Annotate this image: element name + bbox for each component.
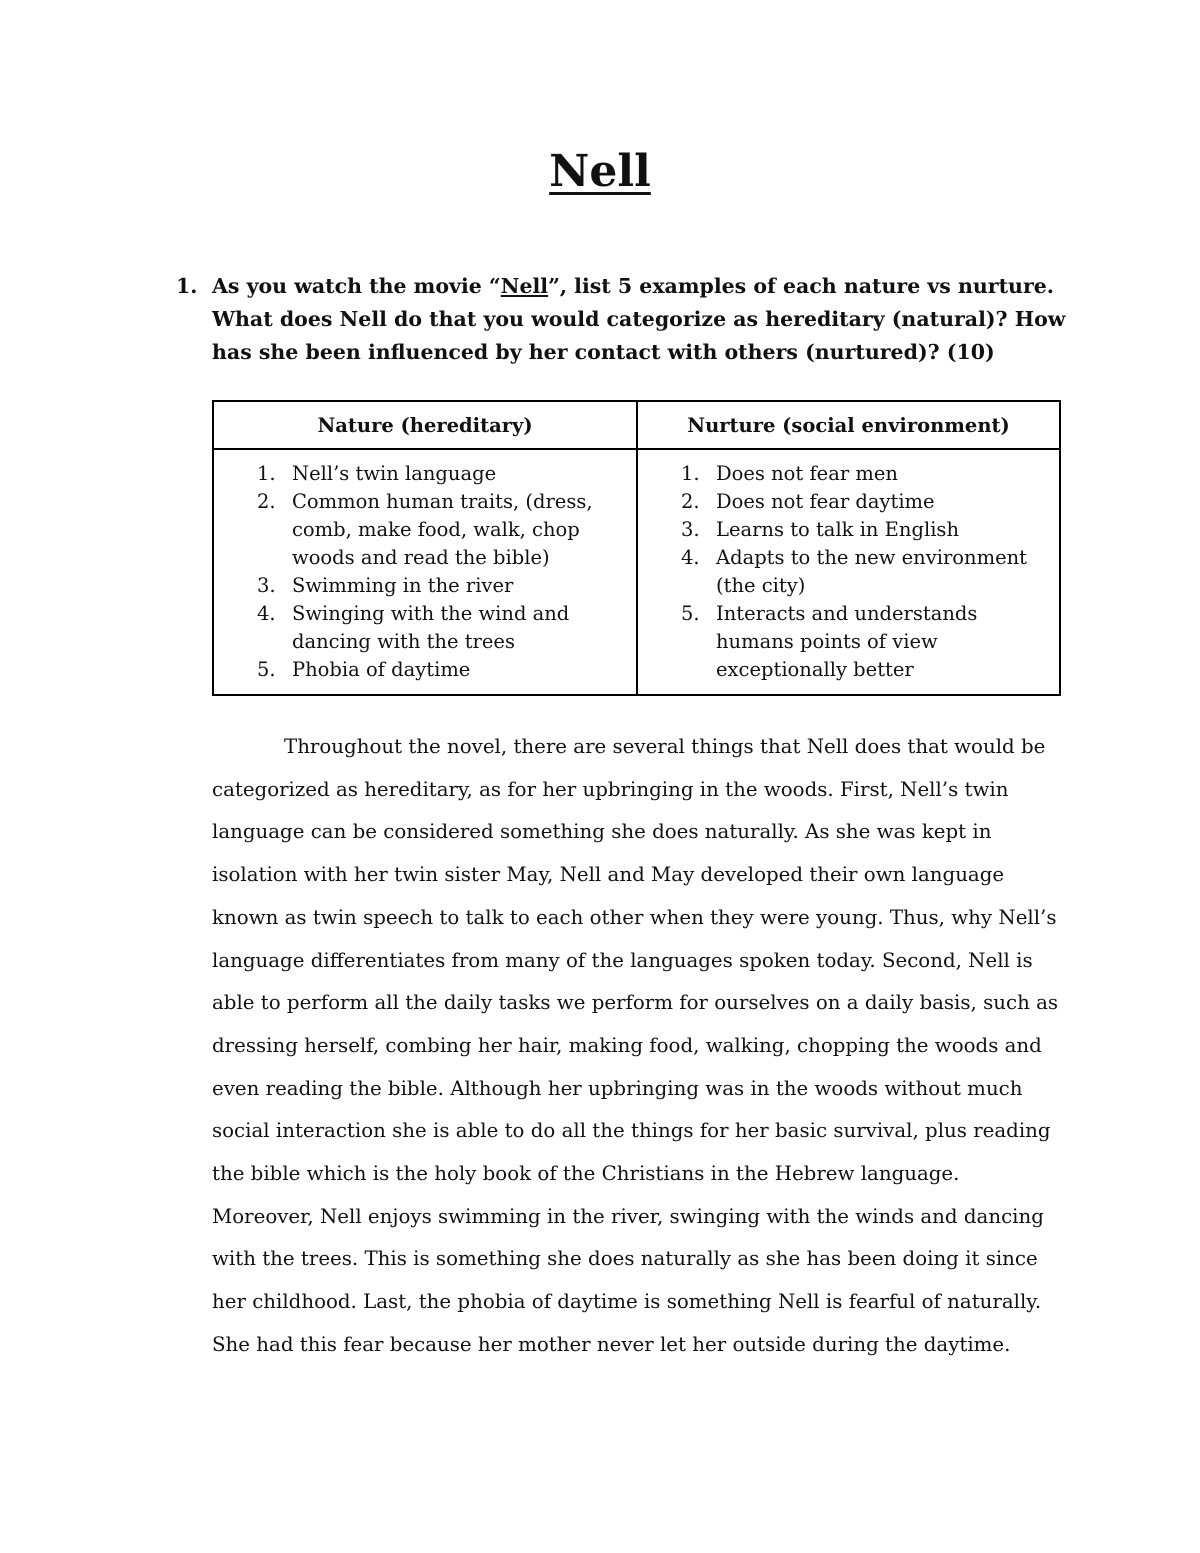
nature-nurture-table — [212, 400, 1061, 696]
list-item-text: Nell’s twin language — [292, 462, 497, 485]
list-item — [214, 488, 626, 572]
list-item-text: Common human traits, (dress, comb, make food, walk, chop woods and read the bible) — [292, 490, 593, 569]
page-title: Nell — [549, 146, 651, 197]
question-1 — [176, 270, 1076, 369]
list-item-text: Swinging with the wind and dancing with the trees — [292, 602, 570, 653]
list-item-number: 5. — [681, 602, 700, 625]
list-item-text: Interacts and understands humans points of view exceptionally better — [716, 602, 978, 681]
list-item — [638, 460, 1049, 488]
list-item-number: 2. — [681, 490, 700, 513]
nature-list — [214, 460, 626, 684]
list-item — [638, 516, 1049, 544]
list-item-number: 5. — [257, 658, 276, 681]
list-item — [214, 572, 626, 600]
list-item-text: Does not fear men — [716, 462, 898, 485]
nature-cell — [213, 449, 637, 695]
list-item — [214, 656, 626, 684]
list-item — [638, 544, 1049, 600]
list-item — [214, 460, 626, 488]
list-item-number: 1. — [257, 462, 276, 485]
list-item-text: Swimming in the river — [292, 574, 514, 597]
list-item-number: 1. — [681, 462, 700, 485]
list-item-text: Adapts to the new environment (the city) — [716, 546, 1028, 597]
nurture-header: Nurture (social environment) — [637, 401, 1060, 449]
question-text-before: As you watch the movie “ — [212, 274, 501, 298]
list-item-text: Does not fear daytime — [716, 490, 935, 513]
list-item-number: 2. — [257, 490, 276, 513]
nature-header: Nature (hereditary) — [213, 401, 637, 449]
list-item — [638, 600, 1049, 684]
list-item — [214, 600, 626, 656]
question-text — [212, 270, 1076, 369]
list-item-text: Phobia of daytime — [292, 658, 471, 681]
movie-title: Nell — [500, 274, 549, 298]
list-item-number: 3. — [257, 574, 276, 597]
question-text-after: ”, list 5 examples of each nature vs nurture. What does Nell do that you would categorize as hereditary (natural)? How has she been influenced by her contact with others (nurtured)? (10) — [212, 274, 1066, 364]
essay-paragraph: Throughout the novel, there are several things that Nell does that would be categorized as hereditary, as for her upbringing in the woods. First, Nell’s twin language can be considered something she does naturally. As she was kept in isolation with her twin sister May, Nell and May developed their own language known as twin speech to talk to each other when they were young. Thus, why Nell’s language differentiates from many of the languages spoken today. Second, Nell is able to perform all the daily tasks we perform for ourselves on a daily basis, such as dressing herself, combing her hair, making food, walking, chopping the woods and even reading the bible. Although her upbringing was in the woods without much social interaction she is able to do all the things for her basic survival, plus reading the bible which is the holy book of the Christians in the Hebrew language. Moreover, Nell enjoys swimming in the river, swinging with the winds and dancing with the trees. This is something she does naturally as she has been doing it since her childhood. Last, the phobia of daytime is something Nell is fearful of naturally. She had this fear because her mother never let her outside during the daytime. — [212, 735, 1059, 1356]
list-item-number: 4. — [681, 546, 700, 569]
nurture-list — [638, 460, 1049, 684]
list-item — [638, 488, 1049, 516]
list-item-number: 3. — [681, 518, 700, 541]
nurture-cell — [637, 449, 1060, 695]
question-number: 1. — [176, 274, 198, 298]
list-item-text: Learns to talk in English — [716, 518, 959, 541]
list-item-number: 4. — [257, 602, 276, 625]
